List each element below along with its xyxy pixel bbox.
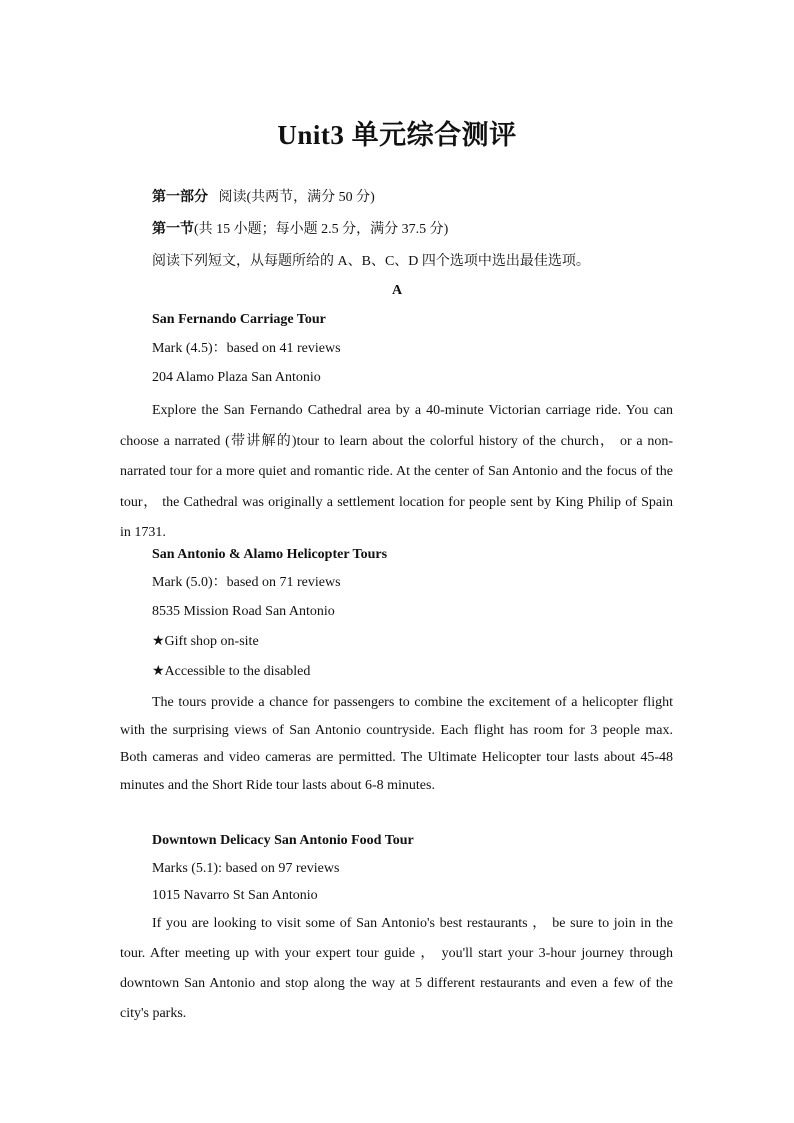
section-heading — [152, 221, 448, 239]
tour-3-mark: Marks (5.1): based on 97 reviews — [152, 861, 340, 876]
tour-2-description — [120, 689, 673, 800]
page-title: Unit3 单元综合测评 — [277, 120, 517, 150]
tour-2-feature-accessible: ★Accessible to the disabled — [152, 664, 311, 679]
tour-1-mark: Mark (4.5)：based on 41 reviews — [152, 341, 341, 356]
tour-2-description-text: The tours provide a chance for passengers to combine the excitement of a helicopter flight with the surprising views of San Antonio countryside. Each flight has room for 3 people max. Both cameras and video cameras are permitted. The Ultimate Helicopter tour lasts about 45-48 minutes and the Short Ride tour lasts about 6-8 minutes. — [120, 695, 673, 794]
part-text: 阅读(共两节，满分 50 分) — [218, 190, 375, 205]
tour-1-description — [120, 396, 673, 549]
tour-2-address: 8535 Mission Road San Antonio — [152, 604, 335, 619]
passage-letter: A — [391, 283, 403, 298]
tour-1-name: San Fernando Carriage Tour — [152, 312, 326, 327]
section-label: 第一节 — [152, 222, 194, 237]
tour-3-description-text: If you are looking to visit some of San Antonio's best restaurants ， be sure to join in the tour. After meeting up with your expert tour guide ， you'll start your 3-hour journey through downtown San Antonio and stop along the way at 5 different restaurants and even a few of the city's parks. — [120, 916, 673, 1021]
instruction-text: 阅读下列短文，从每题所给的 A、B、C、D 四个选项中选出最佳选项。 — [152, 254, 590, 269]
section-text: (共 15 小题；每小题 2.5 分，满分 37.5 分) — [194, 222, 449, 237]
tour-2-mark: Mark (5.0)：based on 71 reviews — [152, 575, 341, 590]
part-heading — [152, 189, 375, 207]
tour-1-description-text: Explore the San Fernando Cathedral area by a 40-minute Victorian carriage ride. You can choose a narrated (带讲解的)tour to learn about the colorful history of the church， or a non-narrated tour for a more quiet and romantic ride. At the center of San Antonio and the focus of the tour， the Cathedral was originally a settlement location for people sent by King Philip of Spain in 1731. — [120, 403, 673, 540]
tour-2-feature-gift-shop: ★Gift shop on-site — [152, 634, 259, 649]
tour-3-name: Downtown Delicacy San Antonio Food Tour — [152, 833, 414, 848]
part-label: 第一部分 — [152, 190, 208, 205]
tour-3-description — [120, 909, 673, 1029]
tour-3-address: 1015 Navarro St San Antonio — [152, 888, 318, 903]
tour-2-name: San Antonio & Alamo Helicopter Tours — [152, 547, 388, 562]
tour-1-address: 204 Alamo Plaza San Antonio — [152, 370, 321, 385]
